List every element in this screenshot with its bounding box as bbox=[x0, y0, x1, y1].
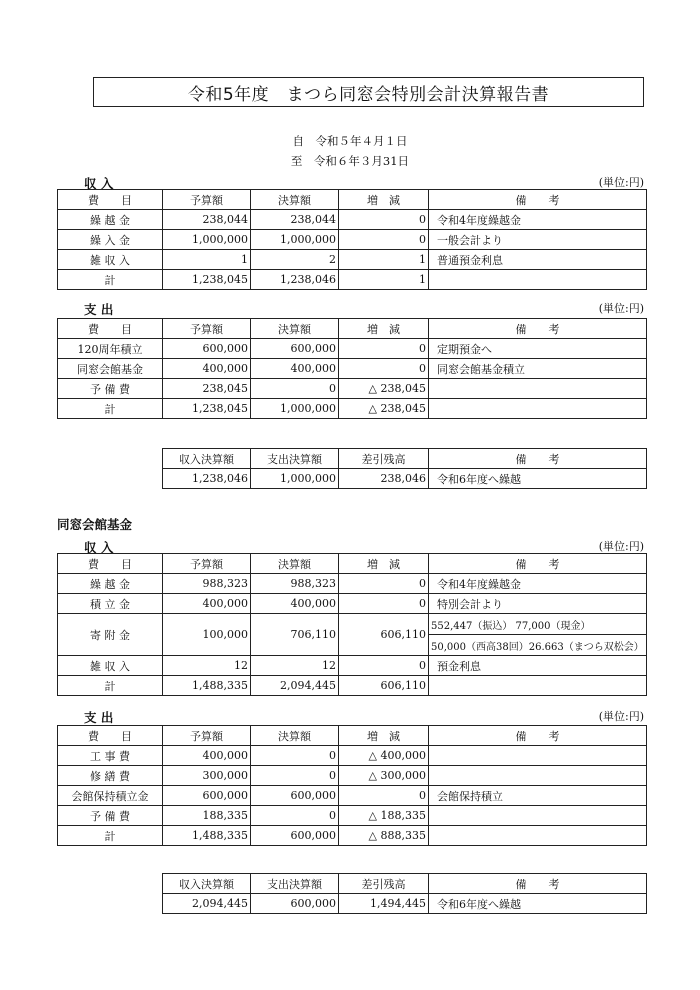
column-header: 費 目 bbox=[58, 190, 163, 210]
summary-row bbox=[163, 894, 647, 914]
item-name: 会館保持積立金 bbox=[58, 786, 163, 806]
budget-amount: 600,000 bbox=[163, 339, 251, 359]
remarks: 一般会計より bbox=[429, 230, 647, 250]
budget-amount: 1,000,000 bbox=[163, 230, 251, 250]
column-header: 収入決算額 bbox=[163, 874, 251, 894]
difference: 1 bbox=[339, 250, 429, 270]
fund-summary-table bbox=[162, 873, 647, 914]
column-header: 予算額 bbox=[163, 190, 251, 210]
unit-label: (単位:円) bbox=[598, 302, 644, 315]
column-header: 差引残高 bbox=[339, 449, 429, 469]
remarks: 会館保持積立 bbox=[429, 786, 647, 806]
column-header: 備 考 bbox=[429, 190, 647, 210]
remarks: 令和6年度へ繰越 bbox=[429, 894, 647, 914]
table-row bbox=[58, 574, 647, 594]
special-summary-table bbox=[162, 448, 647, 489]
fund-title: 同窓会館基金 bbox=[57, 517, 133, 532]
period-from: 自 令和５年４月１日 bbox=[292, 134, 408, 148]
settled-amount: 2,094,445 bbox=[251, 676, 339, 696]
column-header: 予算額 bbox=[163, 319, 251, 339]
difference: 606,110 bbox=[339, 614, 429, 656]
column-header: 差引残高 bbox=[339, 874, 429, 894]
item-name: 同窓会館基金 bbox=[58, 359, 163, 379]
column-header: 費 目 bbox=[58, 319, 163, 339]
item-name: 雑 収 入 bbox=[58, 250, 163, 270]
remarks bbox=[429, 379, 647, 399]
special-expense-label: 支 出 bbox=[84, 302, 114, 317]
difference: 606,110 bbox=[339, 676, 429, 696]
table-row bbox=[58, 339, 647, 359]
remarks: 552,447（振込） 77,000（現金） bbox=[429, 614, 647, 635]
difference: 0 bbox=[339, 656, 429, 676]
settled-amount: 988,323 bbox=[251, 574, 339, 594]
table-row bbox=[58, 746, 647, 766]
table-row bbox=[58, 656, 647, 676]
table-row bbox=[58, 359, 647, 379]
column-header: 決算額 bbox=[251, 319, 339, 339]
column-header: 予算額 bbox=[163, 554, 251, 574]
remarks: 令和4年度繰越金 bbox=[429, 210, 647, 230]
settled-amount: 0 bbox=[251, 766, 339, 786]
remarks: 預金利息 bbox=[429, 656, 647, 676]
budget-amount: 1,238,045 bbox=[163, 270, 251, 290]
item-name: 積 立 金 bbox=[58, 594, 163, 614]
table-row bbox=[58, 766, 647, 786]
header-row bbox=[58, 726, 647, 746]
remarks: 50,000（西高38回）26.663（まつら双松会） bbox=[429, 635, 647, 656]
column-header: 備 考 bbox=[429, 319, 647, 339]
header-row bbox=[163, 449, 647, 469]
table-row bbox=[58, 379, 647, 399]
fund-expense-label: 支 出 bbox=[84, 710, 114, 725]
remarks bbox=[429, 676, 647, 696]
item-name: 計 bbox=[58, 676, 163, 696]
item-name: 雑 収 入 bbox=[58, 656, 163, 676]
column-header: 予算額 bbox=[163, 726, 251, 746]
income-total: 1,238,046 bbox=[163, 469, 251, 489]
unit-label: (単位:円) bbox=[598, 540, 644, 553]
budget-amount: 1,488,335 bbox=[163, 676, 251, 696]
expense-total: 600,000 bbox=[251, 894, 339, 914]
period-to: 至 令和６年３月31日 bbox=[290, 154, 410, 168]
budget-amount: 300,000 bbox=[163, 766, 251, 786]
settled-amount: 0 bbox=[251, 806, 339, 826]
summary-row bbox=[163, 469, 647, 489]
item-name: 繰 越 金 bbox=[58, 574, 163, 594]
remarks bbox=[429, 270, 647, 290]
column-header: 支出決算額 bbox=[251, 449, 339, 469]
difference: 0 bbox=[339, 786, 429, 806]
difference: 0 bbox=[339, 574, 429, 594]
column-header: 決算額 bbox=[251, 554, 339, 574]
budget-amount: 988,323 bbox=[163, 574, 251, 594]
unit-label: (単位:円) bbox=[598, 710, 644, 723]
difference: △ 400,000 bbox=[339, 746, 429, 766]
item-name: 修 繕 費 bbox=[58, 766, 163, 786]
budget-amount: 12 bbox=[163, 656, 251, 676]
header-row bbox=[58, 554, 647, 574]
fund-expense-table bbox=[57, 725, 647, 846]
difference: 0 bbox=[339, 339, 429, 359]
balance: 1,494,445 bbox=[339, 894, 429, 914]
remarks: 令和6年度へ繰越 bbox=[429, 469, 647, 489]
total-row bbox=[58, 676, 647, 696]
budget-amount: 600,000 bbox=[163, 786, 251, 806]
settled-amount: 600,000 bbox=[251, 339, 339, 359]
difference: 1 bbox=[339, 270, 429, 290]
item-name: 計 bbox=[58, 399, 163, 419]
column-header: 増 減 bbox=[339, 726, 429, 746]
total-row bbox=[58, 399, 647, 419]
table-row bbox=[58, 786, 647, 806]
remarks bbox=[429, 826, 647, 846]
special-expense-table bbox=[57, 318, 647, 419]
column-header: 増 減 bbox=[339, 319, 429, 339]
difference: △ 888,335 bbox=[339, 826, 429, 846]
column-header: 費 目 bbox=[58, 554, 163, 574]
item-name: 寄 附 金 bbox=[58, 614, 163, 656]
remarks bbox=[429, 766, 647, 786]
budget-amount: 400,000 bbox=[163, 594, 251, 614]
column-header: 決算額 bbox=[251, 726, 339, 746]
item-name: 計 bbox=[58, 826, 163, 846]
settled-amount: 0 bbox=[251, 746, 339, 766]
settled-amount: 0 bbox=[251, 379, 339, 399]
remarks bbox=[429, 746, 647, 766]
item-name: 120周年積立 bbox=[58, 339, 163, 359]
table-row bbox=[58, 806, 647, 826]
difference: 0 bbox=[339, 230, 429, 250]
header-row bbox=[58, 319, 647, 339]
budget-amount: 400,000 bbox=[163, 359, 251, 379]
total-row bbox=[58, 826, 647, 846]
budget-amount: 400,000 bbox=[163, 746, 251, 766]
column-header: 備 考 bbox=[429, 554, 647, 574]
remarks bbox=[429, 806, 647, 826]
column-header: 備 考 bbox=[429, 449, 647, 469]
column-header: 増 減 bbox=[339, 554, 429, 574]
difference: △ 188,335 bbox=[339, 806, 429, 826]
column-header: 備 考 bbox=[429, 874, 647, 894]
remarks: 同窓会館基金積立 bbox=[429, 359, 647, 379]
unit-label: (単位:円) bbox=[598, 176, 644, 189]
budget-amount: 1,238,045 bbox=[163, 399, 251, 419]
table-row bbox=[58, 614, 647, 635]
difference: 0 bbox=[339, 594, 429, 614]
difference: △ 238,045 bbox=[339, 379, 429, 399]
document-title: 令和5年度 まつら同窓会特別会計決算報告書 bbox=[93, 77, 644, 107]
difference: △ 300,000 bbox=[339, 766, 429, 786]
settled-amount: 706,110 bbox=[251, 614, 339, 656]
column-header: 収入決算額 bbox=[163, 449, 251, 469]
item-name: 予 備 費 bbox=[58, 806, 163, 826]
column-header: 決算額 bbox=[251, 190, 339, 210]
table-row bbox=[58, 250, 647, 270]
budget-amount: 1,488,335 bbox=[163, 826, 251, 846]
difference: △ 238,045 bbox=[339, 399, 429, 419]
special-income-label: 収 入 bbox=[84, 176, 114, 191]
table-row bbox=[58, 210, 647, 230]
remarks bbox=[429, 399, 647, 419]
column-header: 費 目 bbox=[58, 726, 163, 746]
item-name: 繰 入 金 bbox=[58, 230, 163, 250]
settled-amount: 238,044 bbox=[251, 210, 339, 230]
settled-amount: 1,000,000 bbox=[251, 399, 339, 419]
budget-amount: 188,335 bbox=[163, 806, 251, 826]
total-row bbox=[58, 270, 647, 290]
header-row bbox=[58, 190, 647, 210]
settled-amount: 400,000 bbox=[251, 359, 339, 379]
column-header: 支出決算額 bbox=[251, 874, 339, 894]
item-name: 繰 越 金 bbox=[58, 210, 163, 230]
budget-amount: 238,044 bbox=[163, 210, 251, 230]
expense-total: 1,000,000 bbox=[251, 469, 339, 489]
column-header: 備 考 bbox=[429, 726, 647, 746]
remarks: 令和4年度繰越金 bbox=[429, 574, 647, 594]
settled-amount: 1,000,000 bbox=[251, 230, 339, 250]
item-name: 計 bbox=[58, 270, 163, 290]
table-row bbox=[58, 230, 647, 250]
difference: 0 bbox=[339, 210, 429, 230]
item-name: 工 事 費 bbox=[58, 746, 163, 766]
special-income-table bbox=[57, 189, 647, 290]
settled-amount: 400,000 bbox=[251, 594, 339, 614]
column-header: 増 減 bbox=[339, 190, 429, 210]
table-row bbox=[58, 594, 647, 614]
header-row bbox=[163, 874, 647, 894]
settled-amount: 600,000 bbox=[251, 786, 339, 806]
settled-amount: 600,000 bbox=[251, 826, 339, 846]
settled-amount: 1,238,046 bbox=[251, 270, 339, 290]
fund-income-table bbox=[57, 553, 647, 696]
remarks: 定期預金へ bbox=[429, 339, 647, 359]
budget-amount: 1 bbox=[163, 250, 251, 270]
budget-amount: 238,045 bbox=[163, 379, 251, 399]
item-name: 予 備 費 bbox=[58, 379, 163, 399]
remarks: 普通預金利息 bbox=[429, 250, 647, 270]
settled-amount: 12 bbox=[251, 656, 339, 676]
difference: 0 bbox=[339, 359, 429, 379]
settled-amount: 2 bbox=[251, 250, 339, 270]
balance: 238,046 bbox=[339, 469, 429, 489]
fund-income-label: 収 入 bbox=[84, 540, 114, 555]
budget-amount: 100,000 bbox=[163, 614, 251, 656]
income-total: 2,094,445 bbox=[163, 894, 251, 914]
remarks: 特別会計より bbox=[429, 594, 647, 614]
